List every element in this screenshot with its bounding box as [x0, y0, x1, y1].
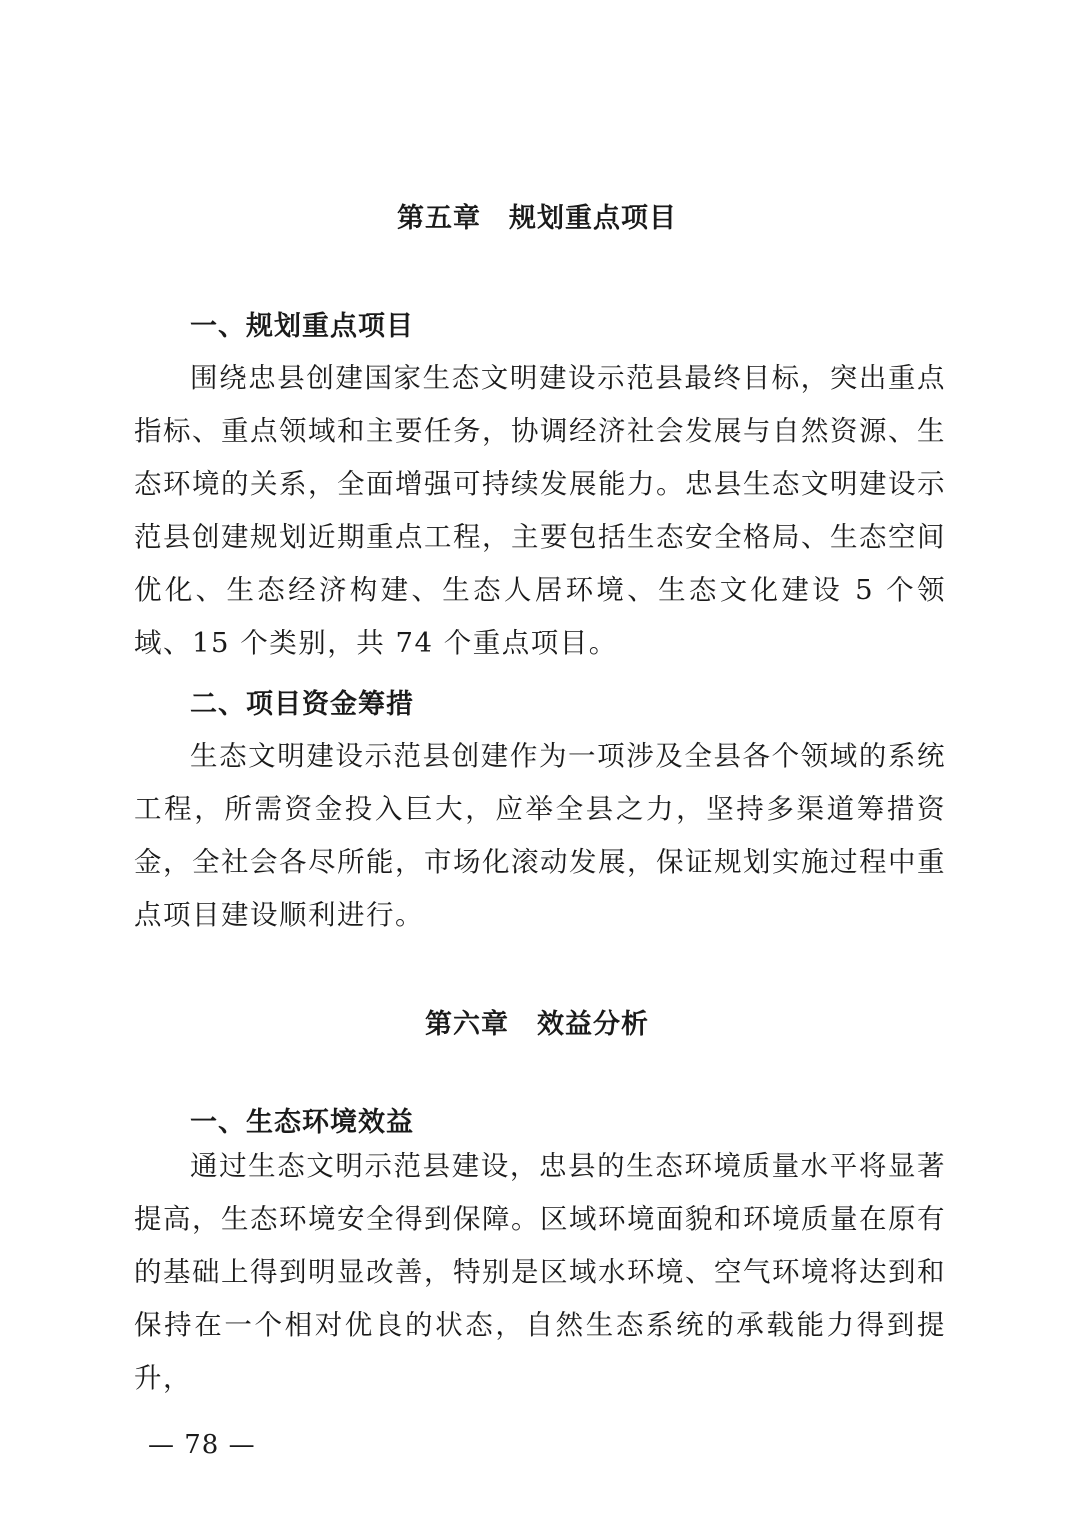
chapter-6-section-1-heading: 一、生态环境效益 — [190, 1107, 414, 1138]
chapter-5-title: 第五章 规划重点项目 — [397, 203, 677, 234]
chapter-5-section-1-paragraph: 围绕忠县创建国家生态文明建设示范县最终目标，突出重点指标、重点领域和主要任务，协调经济社会发展与自然资源、生态环境的关系，全面增强可持续发展能力。忠县生态文明建设示范县创建规划近期重点工程，主要包括生态安全格局、生态空间优化、生态经济构建、生态人居环境、生态文化建设 5 个领域、15 个类别，共 74 个重点项目。 — [134, 362, 946, 659]
page-number: — 78 — — [148, 1430, 256, 1460]
chapter-5-section-1-heading: 一、规划重点项目 — [190, 311, 414, 342]
chapter-6-section-1-paragraph: 通过生态文明示范县建设，忠县的生态环境质量水平将显著提高，生态环境安全得到保障。区域环境面貌和环境质量在原有的基础上得到明显改善，特别是区域水环境、空气环境将达到和保持在一个相对优良的状态，自然生态系统的承载能力得到提升， — [134, 1150, 946, 1394]
chapter-5-section-2-paragraph: 生态文明建设示范县创建作为一项涉及全县各个领域的系统工程，所需资金投入巨大，应举全县之力，坚持多渠道筹措资金，全社会各尽所能，市场化滚动发展，保证规划实施过程中重点项目建设顺利进行。 — [134, 740, 946, 931]
chapter-5-section-2-heading: 二、项目资金筹措 — [190, 689, 414, 720]
chapter-6-title: 第六章 效益分析 — [425, 1009, 649, 1040]
